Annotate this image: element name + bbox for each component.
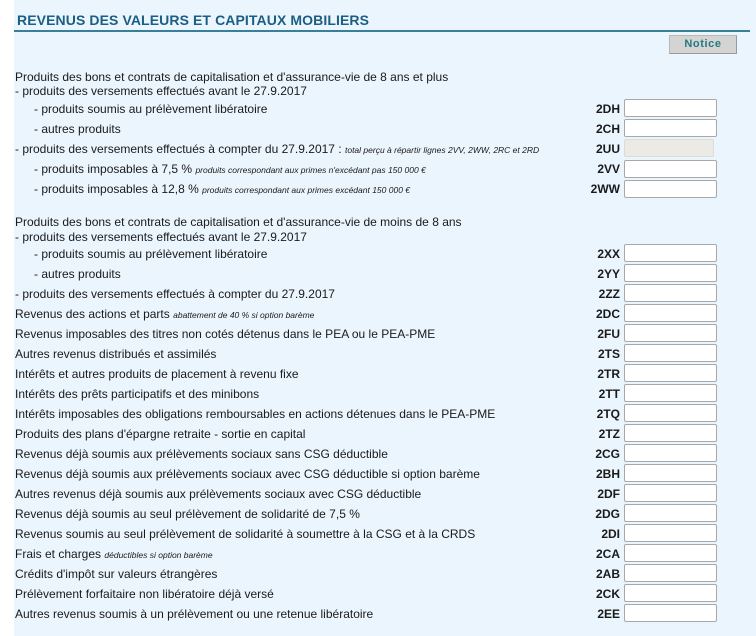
- row-note: déductibles si option barème: [104, 550, 213, 560]
- code-2ZZ: 2ZZ: [598, 287, 620, 301]
- input-2CG[interactable]: [624, 444, 717, 462]
- code-2CA: 2CA: [595, 547, 620, 561]
- row-label: - autres produits: [34, 122, 121, 136]
- row-label: [15, 547, 213, 562]
- row-label: Intérêts imposables des obligations remboursables en actions détenues dans le PEA-PME: [15, 407, 496, 421]
- code-2FU: 2FU: [597, 327, 620, 341]
- form-panel: [14, 0, 756, 636]
- input-2EE[interactable]: [624, 604, 717, 622]
- code-2CH: 2CH: [595, 122, 620, 136]
- input-2ZZ[interactable]: [624, 284, 717, 302]
- code-2TT: 2TT: [598, 387, 620, 401]
- row-label: Revenus déjà soumis au seul prélèvement de solidarité de 7,5 %: [15, 507, 360, 521]
- code-2XX: 2XX: [597, 247, 620, 261]
- row-label-text: Frais et charges: [15, 547, 102, 561]
- code-2CK: 2CK: [595, 587, 620, 601]
- row-label: Intérêts et autres produits de placement à revenu fixe: [15, 367, 299, 381]
- code-2DG: 2DG: [595, 507, 620, 521]
- input-2DG[interactable]: [624, 504, 717, 522]
- code-2EE: 2EE: [597, 607, 620, 621]
- input-2UU: [624, 139, 714, 157]
- input-2DC[interactable]: [624, 304, 717, 322]
- input-2CA[interactable]: [624, 544, 717, 562]
- row-label: Crédits d'impôt sur valeurs étrangères: [15, 567, 218, 581]
- section1-sub-before: - produits des versements effectués avant le 27.9.2017: [15, 84, 307, 98]
- input-2CK[interactable]: [624, 584, 717, 602]
- row-label: [15, 307, 314, 322]
- row-label-text: - produits des versements effectués à compter du 27.9.2017 :: [15, 142, 342, 156]
- row-label: Autres revenus soumis à un prélèvement ou une retenue libératoire: [15, 607, 374, 621]
- notice-button[interactable]: Notice: [669, 35, 737, 54]
- input-2TQ[interactable]: [624, 404, 717, 422]
- code-2TR: 2TR: [597, 367, 620, 381]
- row-label: Intérêts des prêts participatifs et des minibons: [15, 387, 260, 401]
- section-title: REVENUS DES VALEURS ET CAPITAUX MOBILIERS: [17, 12, 370, 28]
- row-label: Produits des plans d'épargne retraite - sortie en capital: [15, 427, 306, 441]
- input-2TS[interactable]: [624, 344, 717, 362]
- row-label: Autres revenus distribués et assimilés: [15, 347, 217, 361]
- row-label: Autres revenus déjà soumis aux prélèvements sociaux avec CSG déductible: [15, 487, 422, 501]
- code-2YY: 2YY: [597, 267, 620, 281]
- code-2UU: 2UU: [595, 142, 620, 156]
- row-label-text: - produits imposables à 12,8 %: [34, 182, 199, 196]
- code-2AB: 2AB: [595, 567, 620, 581]
- row-label: [34, 182, 410, 197]
- code-2DH: 2DH: [595, 102, 620, 116]
- code-2TZ: 2TZ: [598, 427, 620, 441]
- row-label-text: Revenus des actions et parts: [15, 307, 170, 321]
- input-2WW[interactable]: [624, 180, 717, 198]
- row-note: abattement de 40 % si option barème: [173, 310, 315, 320]
- code-2TS: 2TS: [597, 347, 620, 361]
- title-divider: [14, 30, 750, 32]
- row-label: - produits soumis au prélèvement libératoire: [34, 102, 268, 116]
- row-note: produits correspondant aux primes n'excédant pas 150 000 €: [195, 165, 426, 175]
- input-2DF[interactable]: [624, 484, 717, 502]
- row-label: Revenus soumis au seul prélèvement de solidarité à soumettre à la CSG et à la CRDS: [15, 527, 476, 541]
- input-2YY[interactable]: [624, 264, 717, 282]
- row-label: - produits soumis au prélèvement libératoire: [34, 247, 268, 261]
- row-label: - autres produits: [34, 267, 121, 281]
- row-note: total perçu à répartir lignes 2VV, 2WW, 2RC et 2RD: [344, 145, 540, 155]
- code-2DF: 2DF: [597, 487, 620, 501]
- input-2XX[interactable]: [624, 244, 717, 262]
- input-2CH[interactable]: [624, 119, 717, 137]
- input-2VV[interactable]: [624, 160, 717, 178]
- row-label: Revenus imposables des titres non cotés détenus dans le PEA ou le PEA-PME: [15, 327, 436, 341]
- input-2TT[interactable]: [624, 384, 717, 402]
- row-label: - produits des versements effectués à compter du 27.9.2017: [15, 287, 335, 301]
- input-2TZ[interactable]: [624, 424, 717, 442]
- section1-heading: Produits des bons et contrats de capitalisation et d'assurance-vie de 8 ans et plus: [15, 70, 449, 84]
- input-2DI[interactable]: [624, 524, 717, 542]
- row-label: Revenus déjà soumis aux prélèvements sociaux avec CSG déductible si option barème: [15, 467, 480, 481]
- code-2VV: 2VV: [597, 162, 620, 176]
- row-note: produits correspondant aux primes excédant 150 000 €: [202, 185, 411, 195]
- input-2BH[interactable]: [624, 464, 717, 482]
- code-2TQ: 2TQ: [596, 407, 620, 421]
- section2-sub-before: - produits des versements effectués avant le 27.9.2017: [15, 230, 307, 244]
- code-2DI: 2DI: [601, 527, 620, 541]
- input-2TR[interactable]: [624, 364, 717, 382]
- row-label: Revenus déjà soumis aux prélèvements sociaux sans CSG déductible: [15, 447, 388, 461]
- input-2FU[interactable]: [624, 324, 717, 342]
- row-label: [34, 162, 426, 177]
- row-label: [15, 142, 539, 157]
- code-2WW: 2WW: [590, 182, 620, 196]
- section2-heading: Produits des bons et contrats de capitalisation et d'assurance-vie de moins de 8 ans: [15, 215, 462, 229]
- row-label-text: - produits imposables à 7,5 %: [34, 162, 193, 176]
- code-2BH: 2BH: [595, 467, 620, 481]
- row-label: Prélèvement forfaitaire non libératoire déjà versé: [15, 587, 274, 601]
- code-2DC: 2DC: [595, 307, 620, 321]
- code-2CG: 2CG: [595, 447, 620, 461]
- input-2DH[interactable]: [624, 99, 717, 117]
- input-2AB[interactable]: [624, 564, 717, 582]
